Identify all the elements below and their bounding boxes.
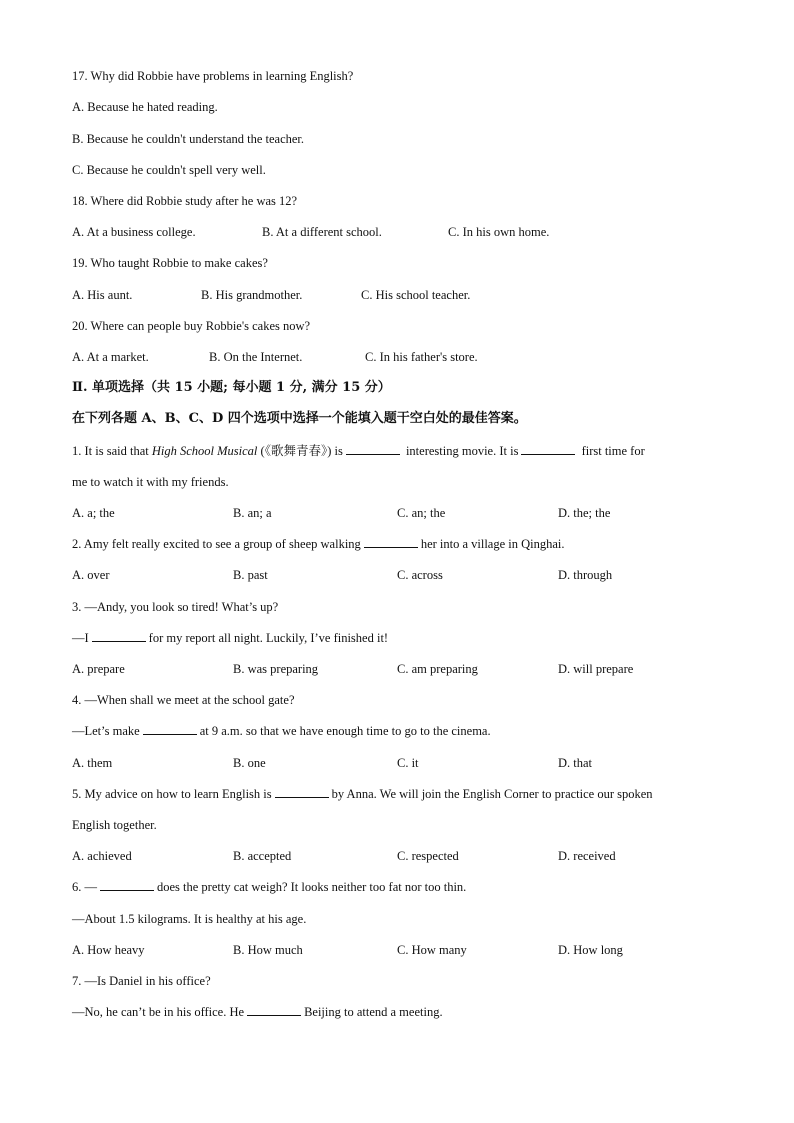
q5-text: by Anna. We will join the English Corner to practice our spoken (331, 787, 653, 801)
answer-blank (92, 630, 146, 642)
question-4-reply (72, 723, 491, 739)
option: B. His grandmother. (201, 288, 303, 302)
option: D. that (558, 756, 593, 770)
option: C. In his own home. (448, 225, 550, 239)
question-19: 19. Who taught Robbie to make cakes? (72, 256, 268, 270)
option: A. At a market. (72, 350, 149, 364)
question-7: 7. —Is Daniel in his office? (72, 974, 211, 988)
option: C. it (397, 756, 419, 770)
answer-blank (521, 443, 575, 455)
option: A. At a business college. (72, 225, 196, 239)
option: C. How many (397, 943, 467, 957)
question-6 (72, 879, 466, 895)
question-7-reply (72, 1004, 443, 1020)
option: D. How long (558, 943, 623, 957)
option: B. Because he couldn't understand the teacher. (72, 132, 305, 146)
answer-blank (143, 723, 197, 735)
question-3: 3. —Andy, you look so tired! What’s up? (72, 600, 279, 614)
option: A. a; the (72, 506, 115, 520)
q1-text: (《歌舞青春》) is (260, 444, 343, 458)
option: A. How heavy (72, 943, 145, 957)
question-6-reply: —About 1.5 kilograms. It is healthy at his age. (72, 912, 307, 926)
option: B. At a different school. (262, 225, 382, 239)
q4-text: at 9 a.m. so that we have enough time to go to the cinema. (199, 724, 491, 738)
answer-blank (346, 443, 400, 455)
question-18: 18. Where did Robbie study after he was 12? (72, 194, 298, 208)
q5-text: 5. My advice on how to learn English is (72, 787, 272, 801)
option: A. Because he hated reading. (72, 100, 218, 114)
q2-text: her into a village in Qinghai. (420, 537, 565, 551)
q7-text: Beijing to attend a meeting. (304, 1005, 443, 1019)
option: D. received (558, 849, 616, 863)
option: D. the; the (558, 506, 611, 520)
q2-text: 2. Amy felt really excited to see a group of sheep walking (72, 537, 361, 551)
option: B. On the Internet. (209, 350, 303, 364)
option: D. will prepare (558, 662, 634, 676)
q1-text: 1. It is said that (72, 444, 149, 458)
option: B. was preparing (233, 662, 319, 676)
question-3-reply (72, 630, 388, 646)
option: A. them (72, 756, 113, 770)
question-1 (72, 443, 645, 459)
question-2 (72, 536, 565, 552)
option: C. In his father's store. (365, 350, 478, 364)
option: B. How much (233, 943, 303, 957)
section-instruction: 在下列各题 A、B、C、D 四个选项中选择一个能填入题干空白处的最佳答案。 (72, 411, 527, 426)
option: C. His school teacher. (361, 288, 471, 302)
q3-text: for my report all night. Luckily, I’ve finished it! (148, 631, 389, 645)
answer-blank (247, 1004, 301, 1016)
option: D. through (558, 568, 613, 582)
option: A. His aunt. (72, 288, 133, 302)
option: C. an; the (397, 506, 446, 520)
question-4: 4. —When shall we meet at the school gate? (72, 693, 295, 707)
section-heading: Ⅱ. 单项选择（共 15 小题; 每小题 1 分, 满分 15 分） (72, 380, 391, 395)
option: C. respected (397, 849, 459, 863)
option: C. across (397, 568, 443, 582)
question-5 (72, 786, 653, 802)
q6-text: does the pretty cat weigh? It looks neither too fat nor too thin. (157, 880, 467, 894)
question-5-continued: English together. (72, 818, 157, 832)
question-1-continued: me to watch it with my friends. (72, 475, 229, 489)
option: B. past (233, 568, 268, 582)
option: B. accepted (233, 849, 292, 863)
answer-blank (364, 536, 418, 548)
movie-title: High School Musical (151, 444, 258, 458)
q6-text: 6. — (72, 880, 97, 894)
question-20: 20. Where can people buy Robbie's cakes now? (72, 319, 311, 333)
q4-text: —Let’s make (72, 724, 140, 738)
answer-blank (100, 879, 154, 891)
q7-text: —No, he can’t be in his office. He (72, 1005, 245, 1019)
option: B. an; a (233, 506, 272, 520)
q1-text: first time for (581, 444, 645, 458)
answer-blank (275, 786, 329, 798)
q1-text: interesting movie. It is (405, 444, 519, 458)
option: C. Because he couldn't spell very well. (72, 163, 266, 177)
option: B. one (233, 756, 266, 770)
question-17: 17. Why did Robbie have problems in learning English? (72, 69, 354, 83)
option: A. achieved (72, 849, 132, 863)
option: A. over (72, 568, 110, 582)
option: A. prepare (72, 662, 125, 676)
q3-text: —I (72, 631, 89, 645)
option: C. am preparing (397, 662, 478, 676)
